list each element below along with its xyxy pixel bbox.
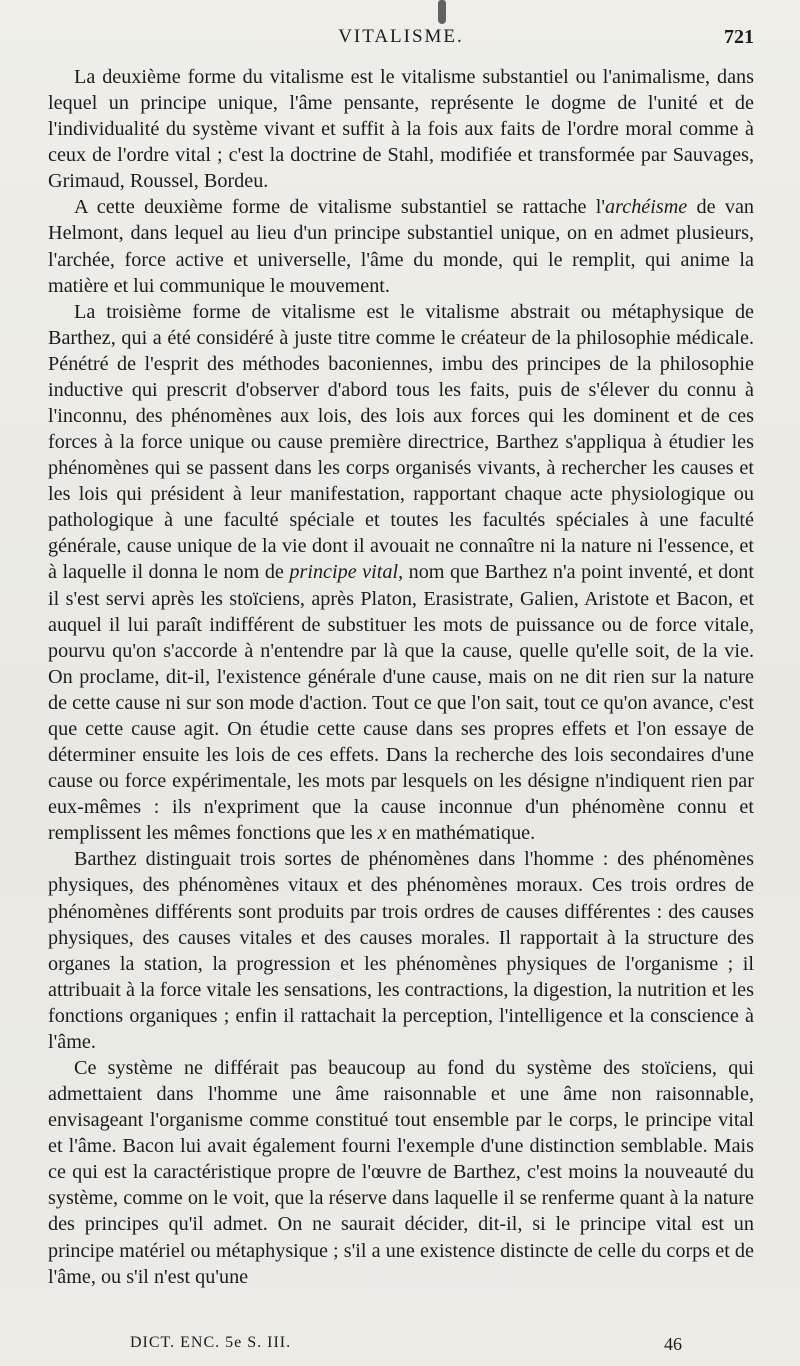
text-run: La deuxième forme du vitalisme est le vitalisme substantiel ou l'animalisme, dans lequel un principe unique, l'âme pensante, représente le dogme de l'unité et de l'individualité du système vivant et suffit à la fois aux faits de l'ordre moral comme à ceux de l'ordre vital ; c'est la doctrine de Stahl, modifiée et transformée par Sauvages, Grimaud, Roussel, Bordeu.: [48, 66, 754, 193]
text-run: en mathématique.: [386, 822, 536, 845]
text-run: de van Helmont, dans lequel au lieu d'un principe substantiel unique, on en admet plusieurs, l'archée, force active et universelle, l'âme du monde, qui le remplit, qui anime la matière et lui communique le mouvement.: [48, 196, 754, 297]
paragraph: [48, 846, 754, 1055]
body-text: [48, 64, 754, 1290]
running-head: VITALISME.: [338, 26, 464, 47]
page-header: [48, 26, 754, 60]
ink-blot: [438, 0, 446, 24]
text-run: Barthez distinguait trois sortes de phénomènes dans l'homme : des phénomènes physiques, des phénomènes vitaux et des phénomènes moraux. Ces trois ordres de phénomènes différents sont produits par trois ordres de causes différentes : des causes physiques, des causes vitales et des causes morales. Il rapportait à la structure des organes la station, la progression et les phénomènes physiques de l'organisme ; il attribuait à la force vitale les sensations, les contractions, la digestion, la nutrition et les fonctions organiques ; enfin il rattachait la perception, l'intelligence et la conscience à l'âme.: [48, 848, 754, 1053]
signature-number: 46: [664, 1334, 682, 1354]
italic-term-archeisme: archéisme: [605, 196, 688, 219]
text-run: A cette deuxième forme de vitalisme substantiel se rattache l': [74, 196, 606, 219]
paragraph: [48, 64, 754, 194]
signature-mark: DICT. ENC. 5e S. III.: [130, 1334, 292, 1351]
page-number: 721: [724, 26, 754, 48]
text-run: , nom que Barthez n'a point inventé, et dont il s'est servi après les stoïciens, après Platon, Erasistrate, Galien, Aristote et Bacon, et auquel il lui paraît indifférent de substituer les mots de puissance ou de force vitale, pourvu qu'on s'accorde à n'entendre par là que la cause, quelle qu'elle soit, de la vie. On proclame, dit-il, l'existence générale d'une cause, mais on ne dit rien sur la nature de cette cause ni sur son mode d'action. Tout ce que l'on sait, tout ce qu'on avance, c'est que cette cause agit. On étudie cette cause dans ses propres effets et l'on essaye de déterminer ensuite les lois de ces effets. Dans la recherche des lois secondaires d'une cause ou force expérimentale, les mots par lesquels on les désigne n'indiquent rien par eux-mêmes : ils n'expriment que la cause inconnue d'un phénomène connu et remplissent les mêmes fonctions que les: [48, 561, 755, 845]
text-run: Ce système ne différait pas beaucoup au fond du système des stoïciens, qui admettaient dans l'homme une âme raisonnable et une âme non raisonnable, envisageant l'organisme comme constitué tout ensemble par le corps, le principe vital et l'âme. Bacon lui avait également fourni l'exemple d'une distinction semblable. Mais ce qui est la caractéristique propre de l'œuvre de Barthez, c'est moins la nouveauté du système, comme on le voit, que la réserve dans laquelle il se renferme quant à la nature des principes qu'il admet. On ne saurait décider, dit-il, si le principe vital est un principe matériel ou métaphysique ; s'il a une existence distincte de celle du corps et de l'âme, ou s'il n'est qu'une: [48, 1056, 754, 1288]
text-run: La troisième forme de vitalisme est le vitalisme abstrait ou métaphysique de Barthez, qui a été considéré à juste titre comme le créateur de la philosophie médicale. Pénétré de l'esprit des méthodes baconiennes, imbu des principes de la philosophie inductive qui prescrit d'observer d'abord tous les faits, puis de s'élever du connu à l'inconnu, des phénomènes aux lois, des lois aux forces qui les dominent et de ces forces à la force unique ou cause première directrice, Barthez s'appliqua à étudier les phénomènes qui se passent dans les corps organisés vivants, à rechercher les causes et les lois qui président à leur manifestation, rapportant chaque acte physiologique ou pathologique à une faculté spéciale et toutes les facultés spéciales à une faculté générale, cause unique de la vie dont il avouait ne connaître ni la nature ni l'essence, et à laquelle il donna le nom de: [48, 300, 754, 584]
italic-term-principe-vital: principe vital: [289, 561, 399, 584]
paragraph: [48, 1055, 754, 1290]
paragraph: [48, 299, 754, 847]
paragraph: [48, 194, 754, 298]
page-footer: [130, 1334, 682, 1358]
italic-term-x: x: [377, 822, 387, 845]
